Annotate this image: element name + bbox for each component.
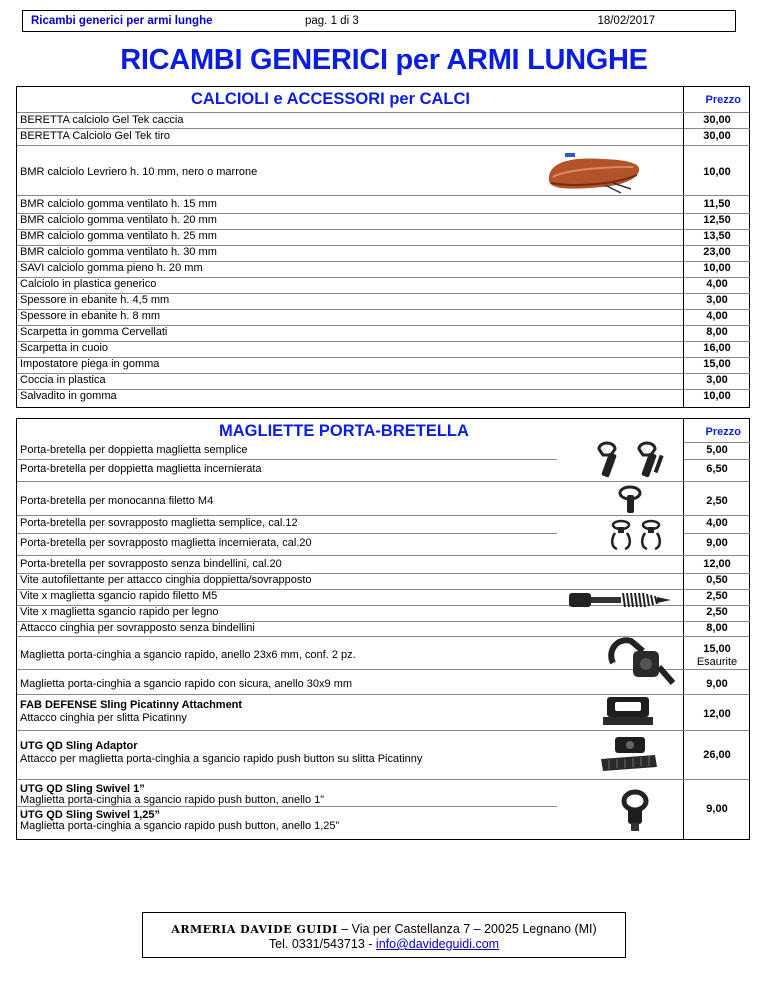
item-name: UTG QD Sling Swivel 1” <box>20 783 145 795</box>
item-price: 15,00 <box>703 358 731 370</box>
item-price: 30,00 <box>703 114 731 126</box>
item-description: Maglietta porta-cinghia a sgancio rapido push button, anello 1,25” <box>20 820 340 832</box>
item-description: BMR calciolo gomma ventilato h. 20 mm <box>20 214 217 226</box>
item-price: 11,50 <box>703 198 731 210</box>
item-price: 13,50 <box>703 230 731 242</box>
item-price: 4,00 <box>706 310 728 322</box>
picatinny-attachment-image <box>599 695 657 729</box>
item-price: 30,00 <box>703 130 731 142</box>
stock-note: Esaurite <box>696 656 738 668</box>
footer-brand: ARMERIA DAVIDE GUIDI <box>171 923 338 936</box>
item-price: 9,00 <box>706 678 728 690</box>
item-price: 9,00 <box>706 537 728 549</box>
item-description: BMR calciolo gomma ventilato h. 25 mm <box>20 230 217 242</box>
item-name: UTG QD Sling Adaptor <box>20 740 138 752</box>
item-description: Spessore in ebanite h. 4,5 mm <box>20 294 170 306</box>
item-description: BMR calciolo Levriero h. 10 mm, nero o marrone <box>20 166 258 178</box>
header-page-number: pag. 1 di 3 <box>305 15 359 27</box>
item-description: Impostatore piega in gomma <box>20 358 160 370</box>
push-button-swivel-image <box>617 789 653 835</box>
page-header <box>22 10 736 32</box>
item-description: Attacco cinghia per slitta Picatinny <box>20 712 187 724</box>
item-description: Vite x maglietta sgancio rapido filetto M5 <box>20 590 218 602</box>
item-price: 16,00 <box>703 342 731 354</box>
item-description: Porta-bretella per doppietta maglietta incernierata <box>20 463 262 475</box>
item-price: 6,50 <box>706 463 728 475</box>
item-price: 10,00 <box>703 166 731 178</box>
item-name: FAB DEFENSE Sling Picatinny Attachment <box>20 699 243 711</box>
price-header: Prezzo <box>705 426 741 438</box>
item-description: Scarpetta in gomma Cervellati <box>20 326 168 338</box>
page-footer <box>142 912 626 958</box>
item-description: Calciolo in plastica generico <box>20 278 157 290</box>
item-price: 12,00 <box>703 708 731 720</box>
item-description: Coccia in plastica <box>20 374 106 386</box>
section-title: CALCIOLI e ACCESSORI per CALCI <box>191 90 470 108</box>
divider <box>17 112 749 113</box>
item-description: Salvadito in gomma <box>20 390 117 402</box>
footer-address: – Via per Castellanza 7 – 20025 Legnano (MI) <box>337 922 597 936</box>
item-price: 0,50 <box>706 574 728 586</box>
item-price: 12,50 <box>703 214 731 226</box>
item-price: 8,00 <box>706 622 728 634</box>
item-description: Attacco per maglietta porta-cinghia a sgancio rapido push button su slitta Picatinny <box>20 753 423 765</box>
item-price: 26,00 <box>703 749 731 761</box>
footer-email-link[interactable]: info@davideguidi.com <box>375 937 500 951</box>
item-description: Vite x maglietta sgancio rapido per legno <box>20 606 219 618</box>
sling-swivel-image <box>607 519 667 553</box>
item-price: 3,00 <box>706 294 728 306</box>
price-header: Prezzo <box>705 94 741 106</box>
qd-swivel-image <box>603 633 679 691</box>
item-price: 2,50 <box>706 590 728 602</box>
item-name: UTG QD Sling Swivel 1,25” <box>20 809 160 821</box>
buttplate-image <box>543 147 647 195</box>
item-description: Porta-bretella per monocanna filetto M4 <box>20 495 214 507</box>
item-description: BERETTA Calciolo Gel Tek tiro <box>20 130 170 142</box>
section-calcioli <box>16 86 750 408</box>
header-doc-title: Ricambi generici per armi lunghe <box>31 15 213 27</box>
item-description: Porta-bretella per sovrapposto maglietta incernierata, cal.20 <box>20 537 312 549</box>
item-price: 3,00 <box>706 374 728 386</box>
header-date: 18/02/2017 <box>597 15 655 27</box>
item-description: Scarpetta in cuoio <box>20 342 109 354</box>
qd-adaptor-image <box>595 733 663 777</box>
item-description: Maglietta porta-cinghia a sgancio rapido con sicura, anello 30x9 mm <box>20 678 353 690</box>
section-magliette <box>16 418 750 840</box>
item-price: 10,00 <box>703 262 731 274</box>
item-description: BERETTA calciolo Gel Tek caccia <box>20 114 184 126</box>
item-description: Maglietta porta-cinghia a sgancio rapido push button, anello 1” <box>20 794 324 806</box>
item-price: 12,00 <box>703 558 731 570</box>
item-description: BMR calciolo gomma ventilato h. 15 mm <box>20 198 217 210</box>
footer-phone: Tel. 0331/543713 - <box>268 937 376 951</box>
item-description: Maglietta porta-cinghia a sgancio rapido, anello 23x6 mm, conf. 2 pz. <box>20 649 356 661</box>
item-price: 10,00 <box>703 390 731 402</box>
item-price: 15,00 <box>703 643 731 655</box>
item-price: 8,00 <box>706 326 728 338</box>
sling-swivel-image <box>591 441 679 481</box>
item-price: 9,00 <box>706 803 728 815</box>
item-price: 5,00 <box>706 444 728 456</box>
page-title: RICAMBI GENERICI per ARMI LUNGHE <box>120 44 648 76</box>
item-description: Attacco cinghia per sovrapposto senza bindellini <box>20 622 255 634</box>
item-description: Porta-bretella per sovrapposto maglietta semplice, cal.12 <box>20 517 298 529</box>
item-price: 2,50 <box>706 606 728 618</box>
sling-swivel-image <box>615 483 645 515</box>
item-price: 23,00 <box>703 246 731 258</box>
item-description: Vite autofilettante per attacco cinghia doppietta/sovrapposto <box>20 574 312 586</box>
item-description: SAVI calciolo gomma pieno h. 20 mm <box>20 262 203 274</box>
screw-image <box>565 587 675 613</box>
item-price: 4,00 <box>706 278 728 290</box>
item-description: Porta-bretella per doppietta maglietta semplice <box>20 444 248 456</box>
item-description: Porta-bretella per sovrapposto senza bindellini, cal.20 <box>20 558 282 570</box>
item-price: 2,50 <box>706 495 728 507</box>
section-title: MAGLIETTE PORTA-BRETELLA <box>219 422 469 440</box>
item-description: Spessore in ebanite h. 8 mm <box>20 310 161 322</box>
item-description: BMR calciolo gomma ventilato h. 30 mm <box>20 246 217 258</box>
item-price: 4,00 <box>706 517 728 529</box>
